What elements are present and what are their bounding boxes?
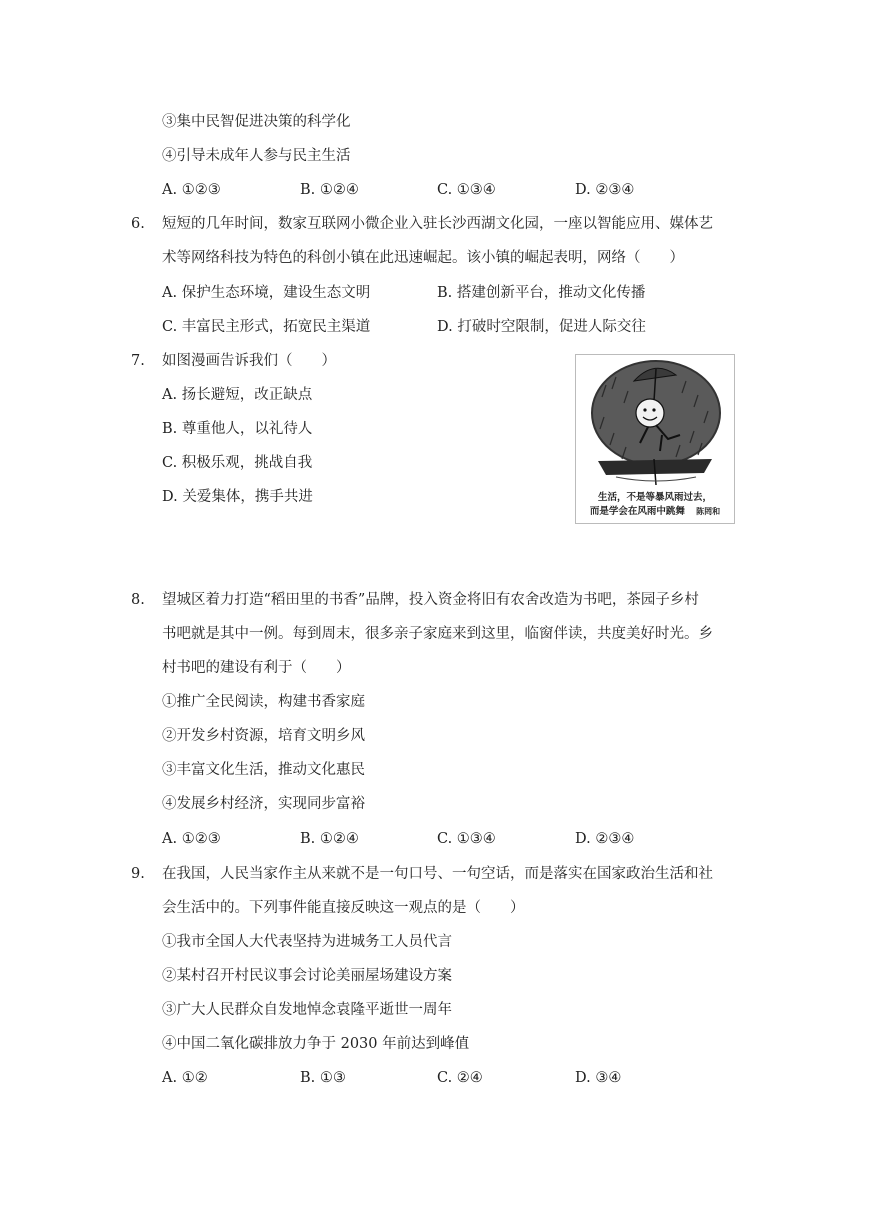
q6-stem-line-1: 短短的几年时间，数家互联网小微企业入驻长沙西湖文化园，一座以智能应用、媒体艺 [162,216,713,232]
q5-item-4: ④引导未成年人参与民主生活 [162,148,351,164]
q5-option-b: B. ①②④ [300,182,359,198]
q9-item-3: ③广大人民群众自发地悼念袁隆平逝世一周年 [162,1002,452,1018]
q8-option-b: B. ①②④ [300,831,359,847]
q8-stem-line-2: 书吧就是其中一例。每到周末，很多亲子家庭来到这里，临窗伴读，共度美好时光。乡 [162,626,713,642]
cartoon-caption-line-1: 生活，不是等暴风雨过去， [597,492,712,503]
q9-option-a: A. ①② [162,1070,208,1086]
q7-option-b: B. 尊重他人，以礼待人 [162,421,313,437]
q8-item-1: ①推广全民阅读，构建书香家庭 [162,694,365,710]
q9-option-c: C. ②④ [437,1070,483,1086]
q9-stem-line-2: 会生活中的。下列事件能直接反映这一观点的是（ ） [162,900,525,916]
q6-option-d: D. 打破时空限制，促进人际交往 [437,319,646,335]
q8-item-2: ②开发乡村资源，培育文明乡风 [162,728,365,744]
q8-stem-line-1: 望城区着力打造“稻田里的书香”品牌，投入资金将旧有农舍改造为书吧，茶园子乡村 [162,592,699,608]
q6-stem-line-2: 术等网络科技为特色的科创小镇在此迅速崛起。该小镇的崛起表明，网络（ ） [162,250,684,266]
q9-option-b: B. ①③ [300,1070,346,1086]
q9-option-d: D. ③④ [575,1070,622,1086]
q5-option-a: A. ①②③ [162,182,221,198]
q6-number: 6. [131,216,145,232]
cartoon-caption-line-2: 而是学会在风雨中跳舞 [589,506,685,517]
q8-stem-line-3: 村书吧的建设有利于（ ） [162,660,351,676]
q8-number: 8. [131,592,145,608]
q5-option-c: C. ①③④ [437,182,496,198]
q9-stem-line-1: 在我国，人民当家作主从来就不是一句口号、一句空话，而是落实在国家政治生活和社 [162,866,713,882]
q8-item-4: ④发展乡村经济，实现同步富裕 [162,796,365,812]
q7-cartoon [575,354,735,524]
q6-option-b: B. 搭建创新平台，推动文化传播 [437,285,646,301]
q9-item-2: ②某村召开村民议事会讨论美丽屋场建设方案 [162,968,452,984]
q8-option-c: C. ①③④ [437,831,496,847]
q7-option-a: A. 扬长避短，改正缺点 [162,387,313,403]
q7-option-d: D. 关爱集体，携手共进 [162,489,313,505]
q8-option-d: D. ②③④ [575,831,635,847]
q6-option-a: A. 保护生态环境，建设生态文明 [162,285,371,301]
cartoon-caption-line-2-row [576,505,734,519]
q6-option-c: C. 丰富民主形式，拓宽民主渠道 [162,319,371,335]
q8-item-3: ③丰富文化生活，推动文化惠民 [162,762,365,778]
q5-option-d: D. ②③④ [575,182,635,198]
q9-item-1: ①我市全国人大代表坚持为进城务工人员代言 [162,934,452,950]
q9-number: 9. [131,866,145,882]
cartoon-signature: 陈罔和 [696,507,721,516]
q7-option-c: C. 积极乐观，挑战自我 [162,455,313,471]
q5-item-3: ③集中民智促进决策的科学化 [162,114,351,130]
q7-number: 7. [131,353,145,369]
q9-item-4: ④中国二氧化碳排放力争于 2030 年前达到峰值 [162,1036,470,1052]
q7-stem: 如图漫画告诉我们（ ） [162,353,336,369]
q8-option-a: A. ①②③ [162,831,221,847]
